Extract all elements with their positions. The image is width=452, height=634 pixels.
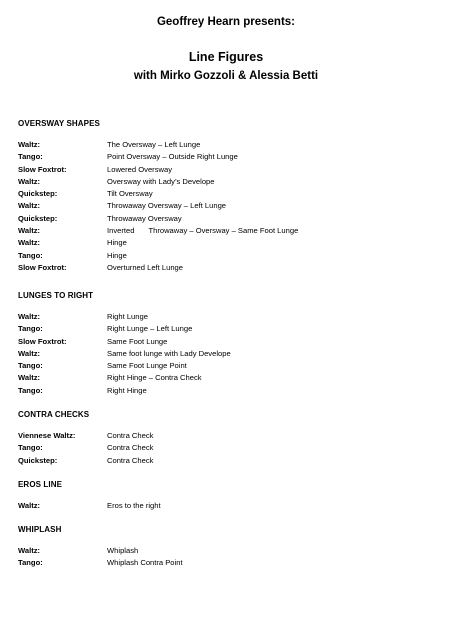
figure-row	[18, 176, 438, 188]
section-eros-line	[18, 479, 438, 512]
dance-name: Quickstep:	[18, 189, 58, 199]
dance-name: Quickstep:	[18, 455, 58, 465]
figure-row	[18, 164, 438, 176]
figure-row	[18, 545, 438, 557]
dance-name: Tango:	[18, 385, 43, 395]
dance-name: Tango:	[18, 152, 43, 162]
presenter-line: Geoffrey Hearn presents:	[156, 16, 296, 28]
figure-row	[18, 500, 438, 512]
figure-name: Eros to the right	[107, 501, 161, 510]
dance-name: Waltz:	[18, 238, 41, 248]
figure-name: Hinge	[107, 250, 127, 260]
dance-name: Waltz:	[18, 546, 41, 555]
figure-row	[18, 348, 438, 360]
figure-row	[18, 557, 438, 569]
dance-name: Quickstep:	[18, 213, 58, 223]
figure-name: Oversway with Lady’s Develope	[107, 176, 215, 186]
dance-name: Tango:	[18, 250, 43, 260]
figure-row	[18, 213, 438, 225]
figure-row	[18, 151, 438, 163]
figure-cell	[107, 225, 438, 237]
section-title: WHIPLASH	[18, 525, 62, 534]
dance-name: Waltz:	[18, 201, 41, 211]
figure-row	[18, 237, 438, 249]
figure-name: Hinge	[107, 238, 127, 248]
page-title: Line Figures	[188, 50, 264, 64]
dance-name: Tango:	[18, 324, 43, 334]
dance-name: Waltz:	[18, 501, 41, 510]
section-whiplash	[18, 524, 438, 570]
dance-name: Viennese Waltz:	[18, 431, 76, 440]
dance-name: Tango:	[18, 361, 43, 371]
figure-name: Right Lunge – Left Lunge	[107, 324, 193, 334]
section-lunges-to-right	[18, 290, 438, 397]
figure-row	[18, 188, 438, 200]
figure-row	[18, 442, 438, 454]
figure-row	[18, 200, 438, 212]
figure-name: Contra Check	[107, 431, 154, 440]
section-title: OVERSWAY SHAPES	[18, 119, 100, 128]
dance-name: Waltz:	[18, 373, 41, 383]
figure-name: Right Hinge – Contra Check	[107, 373, 202, 383]
figure-name: Overturned Left Lunge	[107, 262, 183, 272]
section-oversway-shapes	[18, 118, 438, 274]
figure-name: Right Lunge	[107, 312, 148, 321]
figure-row	[18, 311, 438, 323]
page-subtitle: with Mirko Gozzoli & Alessia Betti	[133, 70, 319, 82]
figure-row	[18, 323, 438, 335]
figure-row	[18, 385, 438, 397]
dance-name: Waltz:	[18, 226, 41, 236]
figure-name: Whiplash	[107, 546, 139, 555]
dance-name: Waltz:	[18, 140, 41, 149]
section-contra-checks	[18, 409, 438, 467]
figure-row	[18, 372, 438, 384]
dance-name: Waltz:	[18, 348, 41, 358]
figure-name: Point Oversway – Outside Right Lunge	[107, 152, 238, 162]
figure-name: Whiplash Contra Point	[107, 558, 183, 568]
figure-name: Same Foot Lunge Point	[107, 361, 187, 371]
section-title: CONTRA CHECKS	[18, 410, 90, 419]
figure-row	[18, 139, 438, 151]
figure-name: Lowered Oversway	[107, 164, 172, 174]
figure-name: Same foot lunge with Lady Develope	[107, 348, 231, 358]
figure-name: Contra Check	[107, 443, 154, 453]
dance-name: Waltz:	[18, 176, 41, 186]
figure-name: Right Hinge	[107, 385, 147, 395]
figure-row	[18, 262, 438, 274]
figure-name: The Oversway – Left Lunge	[107, 140, 201, 149]
figure-row	[18, 360, 438, 372]
figure-row	[18, 455, 438, 467]
figure-row	[18, 250, 438, 262]
dance-name: Tango:	[18, 443, 43, 453]
figure-row	[18, 225, 438, 237]
dance-name: Slow Foxtrot:	[18, 262, 67, 272]
figure-name: Tilt Oversway	[107, 189, 153, 199]
dance-name: Slow Foxtrot:	[18, 164, 67, 174]
figure-row	[18, 430, 438, 442]
figure-name: Inverted	[107, 226, 135, 236]
section-title: EROS LINE	[18, 480, 63, 489]
figure-name: Throwaway Oversway	[107, 213, 182, 223]
figure-name: Throwaway Oversway – Left Lunge	[107, 201, 227, 211]
section-title: LUNGES TO RIGHT	[18, 291, 94, 300]
dance-name: Waltz:	[18, 312, 41, 321]
figure-name: Same Foot Lunge	[107, 336, 168, 346]
figure-name-continued: Throwaway – Oversway – Same Foot Lunge	[148, 226, 299, 236]
figure-name: Contra Check	[107, 455, 154, 465]
dance-name: Tango:	[18, 558, 43, 568]
dance-name: Slow Foxtrot:	[18, 336, 67, 346]
figure-row	[18, 336, 438, 348]
